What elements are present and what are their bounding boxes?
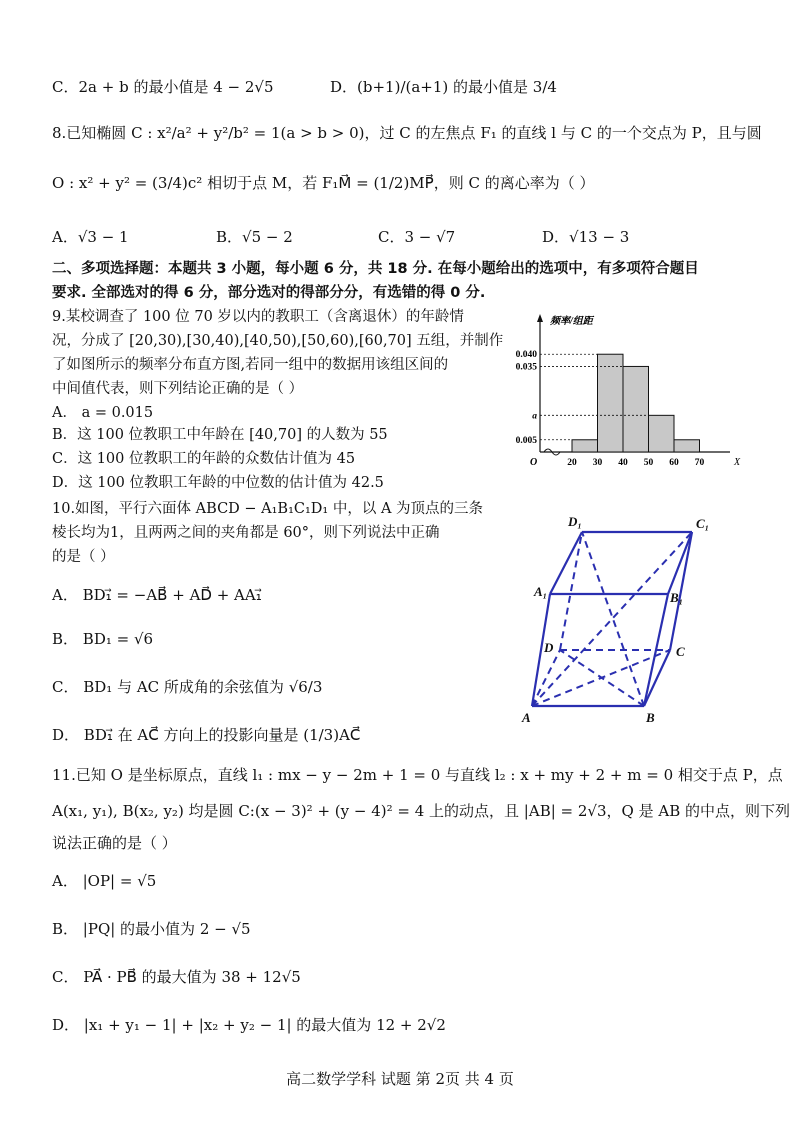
- y-tick-label: a: [532, 411, 537, 422]
- origin-label: O: [530, 457, 538, 468]
- q10-option-a: A． BD₁⃗ = −AB⃗ + AD⃗ + AA₁⃗: [52, 586, 262, 604]
- y-tick-label: 0.035: [515, 362, 537, 373]
- q9-option-a: A． a = 0.015: [52, 405, 154, 421]
- edge-b1-c1: [668, 532, 692, 594]
- histogram-bar: [649, 415, 675, 452]
- histogram-bar: [623, 366, 649, 452]
- histogram-bar: [572, 440, 598, 452]
- q11-stem-line2: A(x₁, y₁), B(x₂, y₂) 均是圆 C:(x − 3)² + (y − 4)² = 4 上的动点，且 |AB| = 2√3，Q 是 AB 的中点，则下列: [52, 802, 790, 820]
- label-c: C: [676, 644, 685, 659]
- label-d: D: [544, 640, 554, 655]
- q8-stem-line1: 8.已知椭圆 C : x²/a² + y²/b² = 1(a > b > 0)，过 C 的左焦点 F₁ 的直线 l 与 C 的一个交点为 P，且与圆: [52, 124, 762, 142]
- label-a: A: [522, 710, 531, 725]
- q9-option-b: B．这 100 位教职工中年龄在 [40,70] 的人数为 55: [52, 427, 388, 443]
- q11-option-a: A． |OP| = √5: [52, 872, 157, 890]
- q11-option-c: C． PA⃗ · PB⃗ 的最大值为 38 + 12√5: [52, 968, 301, 986]
- y-axis-arrow: [537, 314, 543, 322]
- hidden-edge-d-d1: [560, 532, 582, 650]
- histogram-bar: [674, 440, 700, 452]
- x-tick-label: 40: [618, 458, 628, 468]
- q9-option-d: D．这 100 位教职工年龄的中位数的估计值为 42.5: [52, 475, 384, 491]
- parallelepiped-figure: [520, 510, 730, 730]
- frequency-histogram: [508, 312, 748, 472]
- y-tick-label: 0.005: [515, 435, 537, 446]
- q10-option-c: C． BD₁ 与 AC 所成角的余弦值为 √6/3: [52, 678, 323, 696]
- section2-header-line2: 要求. 全部选对的得 6 分，部分选对的得部分分，有选错的得 0 分.: [52, 285, 486, 301]
- x-tick-label: 20: [567, 458, 577, 468]
- q10-option-b: B． BD₁ = √6: [52, 630, 154, 648]
- label-c1: C₁: [696, 516, 710, 531]
- diag-a-c1: [532, 532, 692, 706]
- q7-option-c: C．2a + b 的最小值是 4 − 2√5: [52, 78, 274, 96]
- q9-option-c: C．这 100 位教职工的年龄的众数估计值为 45: [52, 451, 356, 467]
- q8-option-d: D．√13 − 3: [542, 228, 630, 246]
- q9-stem-line1: 9.某校调查了 100 位 70 岁以内的教职工（含离退休）的年龄情: [52, 309, 464, 325]
- q10-stem-line3: 的是（ ）: [52, 549, 115, 565]
- label-a1: A₁: [534, 584, 548, 599]
- q7-option-d: D．(b+1)/(a+1) 的最小值是 3/4: [330, 78, 557, 96]
- q9-stem-line3: 了如图所示的频率分布直方图,若同一组中的数据用该组区间的: [52, 357, 449, 373]
- q11-option-b: B． |PQ| 的最小值为 2 − √5: [52, 920, 251, 938]
- q8-option-a: A．√3 − 1: [52, 228, 129, 246]
- q10-stem-line1: 10.如图，平行六面体 ABCD − A₁B₁C₁D₁ 中，以 A 为顶点的三条: [52, 501, 484, 517]
- x-tick-label: 50: [643, 458, 654, 468]
- section2-header-line1: 二、多项选择题：本题共 3 小题，每小题 6 分，共 18 分. 在每小题给出的选项中，有多项符合题目: [52, 261, 699, 277]
- label-b1: B₁: [670, 590, 684, 605]
- x-tick-label: 30: [592, 458, 603, 468]
- q9-stem-line4: 中间值代表，则下列结论正确的是（ ）: [52, 381, 304, 397]
- q11-stem-line3: 说法正确的是（ ）: [52, 834, 177, 852]
- x-tick-label: 60: [669, 458, 679, 468]
- histogram-bar: [598, 354, 624, 452]
- x-tick-label: 70: [694, 458, 705, 468]
- q8-stem-line2: O : x² + y² = (3/4)c² 相切于点 M，若 F₁M⃗ = (1/2)MP⃗，则 C 的离心率为（ ）: [52, 174, 595, 192]
- diag-b-d1: [582, 532, 644, 706]
- diag-b-d: [560, 650, 644, 706]
- q8-option-b: B．√5 − 2: [216, 228, 293, 246]
- q11-option-d: D． |x₁ + y₁ − 1| + |x₂ + y₂ − 1| 的最大值为 12 + 2√2: [52, 1016, 446, 1034]
- x-axis-label: X: [734, 457, 741, 468]
- q10-stem-line2: 棱长均为1，且两两之间的夹角都是 60°，则下列说法中正确: [52, 525, 440, 541]
- page-footer: 高二数学学科 试题 第 2页 共 4 页: [286, 1070, 514, 1088]
- label-b: B: [646, 710, 655, 725]
- q11-stem-line1: 11.已知 O 是坐标原点，直线 l₁ : mx − y − 2m + 1 = 0 与直线 l₂ : x + my + 2 + m = 0 相交于点 P，点: [52, 766, 783, 784]
- q9-stem-line2: 况，分成了 [20,30),[30,40),[40,50),[50,60),[60,70] 五组，并制作: [52, 333, 504, 349]
- q10-option-d: D． BD₁⃗ 在 AC⃗ 方向上的投影向量是 (1/3)AC⃗: [52, 726, 361, 744]
- y-tick-label: 0.040: [515, 350, 537, 361]
- q8-option-c: C．3 − √7: [378, 228, 456, 246]
- y-axis-label: 频率/组距: [550, 316, 593, 327]
- label-d1: D₁: [568, 514, 582, 529]
